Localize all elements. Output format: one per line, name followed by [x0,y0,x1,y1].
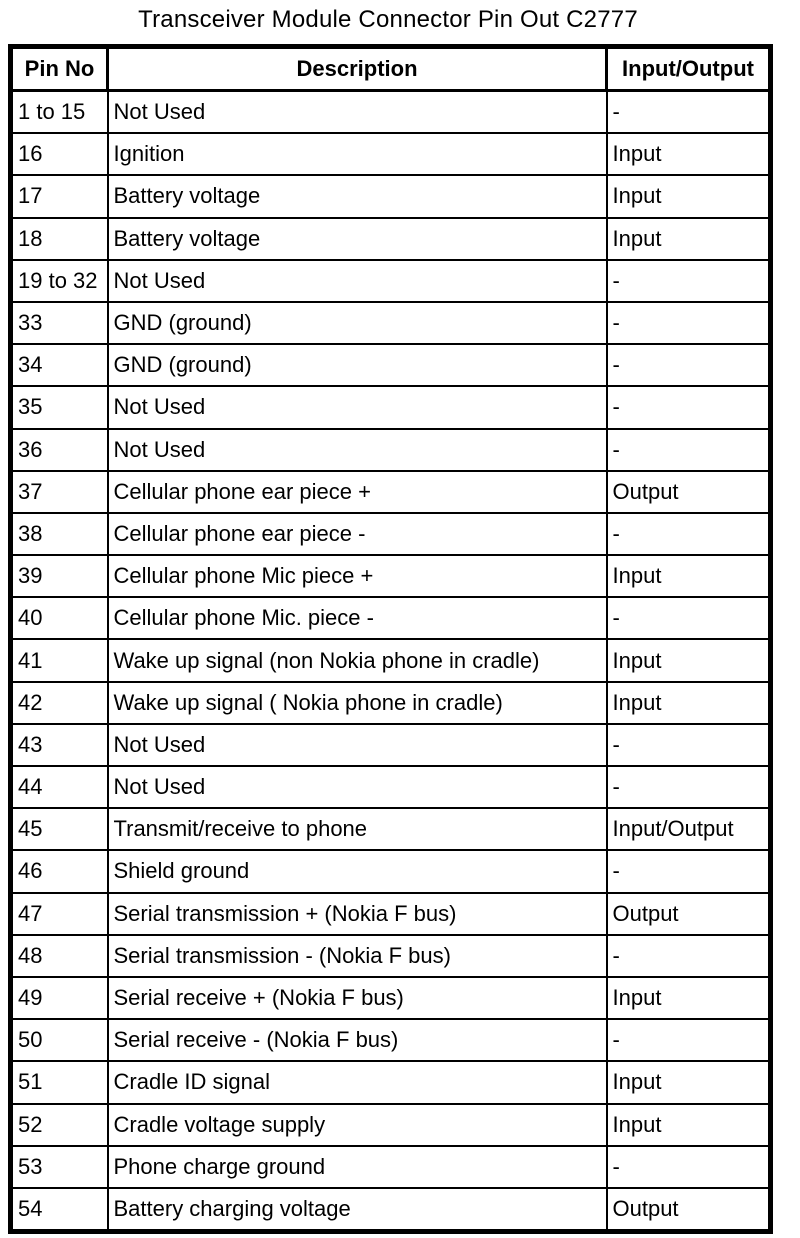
pin-cell: 54 [11,1188,108,1232]
description-cell: Battery voltage [108,175,607,217]
description-cell: Cellular phone Mic piece + [108,555,607,597]
table-row [11,1019,771,1061]
description-cell: Ignition [108,133,607,175]
pin-cell: 43 [11,724,108,766]
io-cell: Input [607,682,771,724]
table-row [11,555,771,597]
io-cell: - [607,850,771,892]
pin-cell: 46 [11,850,108,892]
table-row [11,386,771,428]
table-row [11,808,771,850]
description-cell: Cradle voltage supply [108,1104,607,1146]
table-row [11,682,771,724]
io-cell: Input [607,639,771,681]
pin-cell: 36 [11,429,108,471]
io-cell: Input [607,1061,771,1103]
table-row [11,260,771,302]
description-cell: Wake up signal (non Nokia phone in cradle) [108,639,607,681]
description-cell: Serial receive - (Nokia F bus) [108,1019,607,1061]
pin-cell: 45 [11,808,108,850]
table-row [11,218,771,260]
description-cell: Cellular phone ear piece - [108,513,607,555]
table-row [11,766,771,808]
pin-cell: 50 [11,1019,108,1061]
table-header-row [11,47,771,91]
io-cell: Output [607,471,771,513]
col-header-pin-no: Pin No [11,47,108,91]
io-cell: Input [607,218,771,260]
io-cell: - [607,935,771,977]
table-row [11,91,771,134]
pin-cell: 19 to 32 [11,260,108,302]
pin-cell: 16 [11,133,108,175]
description-cell: Serial transmission + (Nokia F bus) [108,893,607,935]
io-cell: Input [607,977,771,1019]
table-row [11,935,771,977]
table-row [11,724,771,766]
io-cell: Input/Output [607,808,771,850]
table-row [11,471,771,513]
description-cell: GND (ground) [108,344,607,386]
io-cell: - [607,1019,771,1061]
io-cell: - [607,597,771,639]
pin-cell: 41 [11,639,108,681]
io-cell: - [607,724,771,766]
description-cell: Serial transmission - (Nokia F bus) [108,935,607,977]
pin-cell: 35 [11,386,108,428]
description-cell: Shield ground [108,850,607,892]
io-cell: - [607,429,771,471]
description-cell: Cradle ID signal [108,1061,607,1103]
pin-cell: 39 [11,555,108,597]
io-cell: - [607,260,771,302]
description-cell: GND (ground) [108,302,607,344]
pin-cell: 51 [11,1061,108,1103]
pin-cell: 1 to 15 [11,91,108,134]
description-cell: Serial receive + (Nokia F bus) [108,977,607,1019]
table-row [11,893,771,935]
table-row [11,429,771,471]
table-row [11,302,771,344]
pin-cell: 40 [11,597,108,639]
pinout-table-body [11,91,771,1232]
description-cell: Not Used [108,429,607,471]
pin-cell: 52 [11,1104,108,1146]
io-cell: - [607,1146,771,1188]
io-cell: - [607,766,771,808]
pin-cell: 38 [11,513,108,555]
table-row [11,639,771,681]
pin-cell: 44 [11,766,108,808]
table-row [11,175,771,217]
col-header-description: Description [108,47,607,91]
pin-cell: 47 [11,893,108,935]
table-row [11,597,771,639]
description-cell: Not Used [108,724,607,766]
io-cell: - [607,344,771,386]
table-row [11,1146,771,1188]
io-cell: - [607,386,771,428]
table-row [11,1104,771,1146]
pin-cell: 37 [11,471,108,513]
table-row [11,1188,771,1232]
io-cell: Input [607,133,771,175]
pin-cell: 34 [11,344,108,386]
pinout-table [8,44,773,1234]
description-cell: Not Used [108,260,607,302]
description-cell: Not Used [108,766,607,808]
table-row [11,1061,771,1103]
io-cell: - [607,513,771,555]
io-cell: Input [607,175,771,217]
description-cell: Not Used [108,386,607,428]
table-row [11,133,771,175]
table-row [11,850,771,892]
io-cell: Output [607,893,771,935]
page-title: Transceiver Module Connector Pin Out C2777 [138,6,638,33]
pin-cell: 48 [11,935,108,977]
pin-cell: 49 [11,977,108,1019]
pin-cell: 53 [11,1146,108,1188]
io-cell: Input [607,555,771,597]
io-cell: - [607,302,771,344]
description-cell: Cellular phone Mic. piece - [108,597,607,639]
col-header-input-output: Input/Output [607,47,771,91]
io-cell: Input [607,1104,771,1146]
table-row [11,513,771,555]
pin-cell: 17 [11,175,108,217]
description-cell: Battery voltage [108,218,607,260]
io-cell: Output [607,1188,771,1232]
pin-cell: 18 [11,218,108,260]
description-cell: Transmit/receive to phone [108,808,607,850]
description-cell: Wake up signal ( Nokia phone in cradle) [108,682,607,724]
pin-cell: 33 [11,302,108,344]
description-cell: Battery charging voltage [108,1188,607,1232]
description-cell: Cellular phone ear piece + [108,471,607,513]
description-cell: Phone charge ground [108,1146,607,1188]
table-row [11,344,771,386]
pin-cell: 42 [11,682,108,724]
io-cell: - [607,91,771,134]
table-header [11,47,771,91]
table-row [11,977,771,1019]
description-cell: Not Used [108,91,607,134]
